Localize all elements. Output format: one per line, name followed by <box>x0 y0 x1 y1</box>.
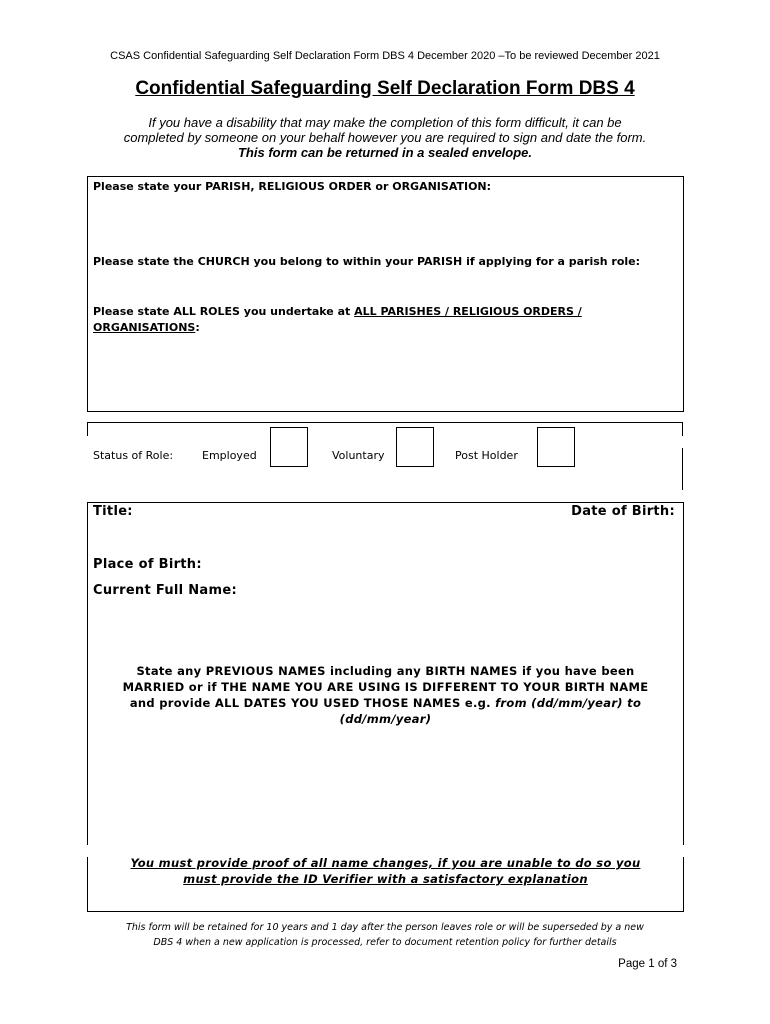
employed-label: Employed <box>202 449 257 462</box>
title-label: Title: <box>93 504 133 519</box>
voluntary-label: Voluntary <box>332 449 385 462</box>
previous-names-field[interactable] <box>93 731 678 841</box>
roles-suffix: : <box>195 321 200 334</box>
intro-line-1: If you have a disability that may make the completion of this form difficult, it can be <box>148 115 622 130</box>
organisation-section <box>87 176 684 412</box>
church-label: Please state the CHURCH you belong to within your PARISH if applying for a parish role: <box>93 255 641 268</box>
title-field[interactable] <box>148 503 398 523</box>
current-full-name-label: Current Full Name: <box>93 583 237 598</box>
roles-underlined-1: ALL PARISHES / RELIGIOUS ORDERS / <box>354 305 582 318</box>
previous-line-3: and provide ALL DATES YOU USED THOSE NAMES e.g. <box>129 696 496 710</box>
roles-underlined-2: ORGANISATIONS <box>93 321 196 334</box>
dob-label: Date of Birth: <box>571 504 675 519</box>
previous-line-3-italic: from (dd/mm/year) to <box>495 696 642 710</box>
intro-line-2: completed by someone on your behalf however you are required to sign and date the form. <box>123 130 647 145</box>
current-full-name-field[interactable] <box>93 601 678 656</box>
form-title: Confidential Safeguarding Self Declaration Form DBS 4 <box>135 78 635 99</box>
voluntary-checkbox[interactable] <box>396 427 434 467</box>
employed-checkbox[interactable] <box>270 427 308 467</box>
roles-label <box>93 304 653 336</box>
proof-of-name-change-notice <box>88 855 683 887</box>
page-number: Page 1 of 3 <box>618 958 677 970</box>
footer-line-1: This form will be retained for 10 years and 1 day after the person leaves role or will be superseded by a new <box>126 922 644 933</box>
status-of-role-section <box>87 422 682 490</box>
parish-label: Please state your PARISH, RELIGIOUS ORDER or ORGANISATION: <box>93 180 492 193</box>
previous-names-instructions <box>88 663 683 727</box>
place-of-birth-label: Place of Birth: <box>93 557 202 572</box>
document-header: CSAS Confidential Safeguarding Self Declaration Form DBS 4 December 2020 –To be reviewed December 2021 <box>110 50 660 62</box>
personal-details-section <box>87 502 684 912</box>
status-label: Status of Role: <box>93 449 174 462</box>
parish-field[interactable] <box>93 197 678 247</box>
roles-field[interactable] <box>93 339 678 407</box>
previous-line-1: State any PREVIOUS NAMES including any BIRTH NAMES if you have been <box>136 664 635 678</box>
church-field[interactable] <box>93 272 678 300</box>
proof-line-1: You must provide proof of all name changes, if you are unable to do so you <box>130 856 641 870</box>
intro-text <box>90 115 680 160</box>
roles-prefix: Please state ALL ROLES you undertake at <box>93 305 355 318</box>
retention-notice <box>90 920 680 950</box>
place-of-birth-field[interactable] <box>218 555 668 575</box>
proof-line-2: must provide the ID Verifier with a satisfactory explanation <box>183 872 588 886</box>
intro-line-3: This form can be returned in a sealed envelope. <box>237 145 533 160</box>
post-holder-checkbox[interactable] <box>537 427 575 467</box>
previous-line-2: MARRIED or if THE NAME YOU ARE USING IS DIFFERENT TO YOUR BIRTH NAME <box>122 680 649 694</box>
footer-line-2: DBS 4 when a new application is processed, refer to document retention policy for further details <box>153 937 617 948</box>
post-holder-label: Post Holder <box>455 449 518 462</box>
previous-line-4: (dd/mm/year) <box>339 712 432 726</box>
